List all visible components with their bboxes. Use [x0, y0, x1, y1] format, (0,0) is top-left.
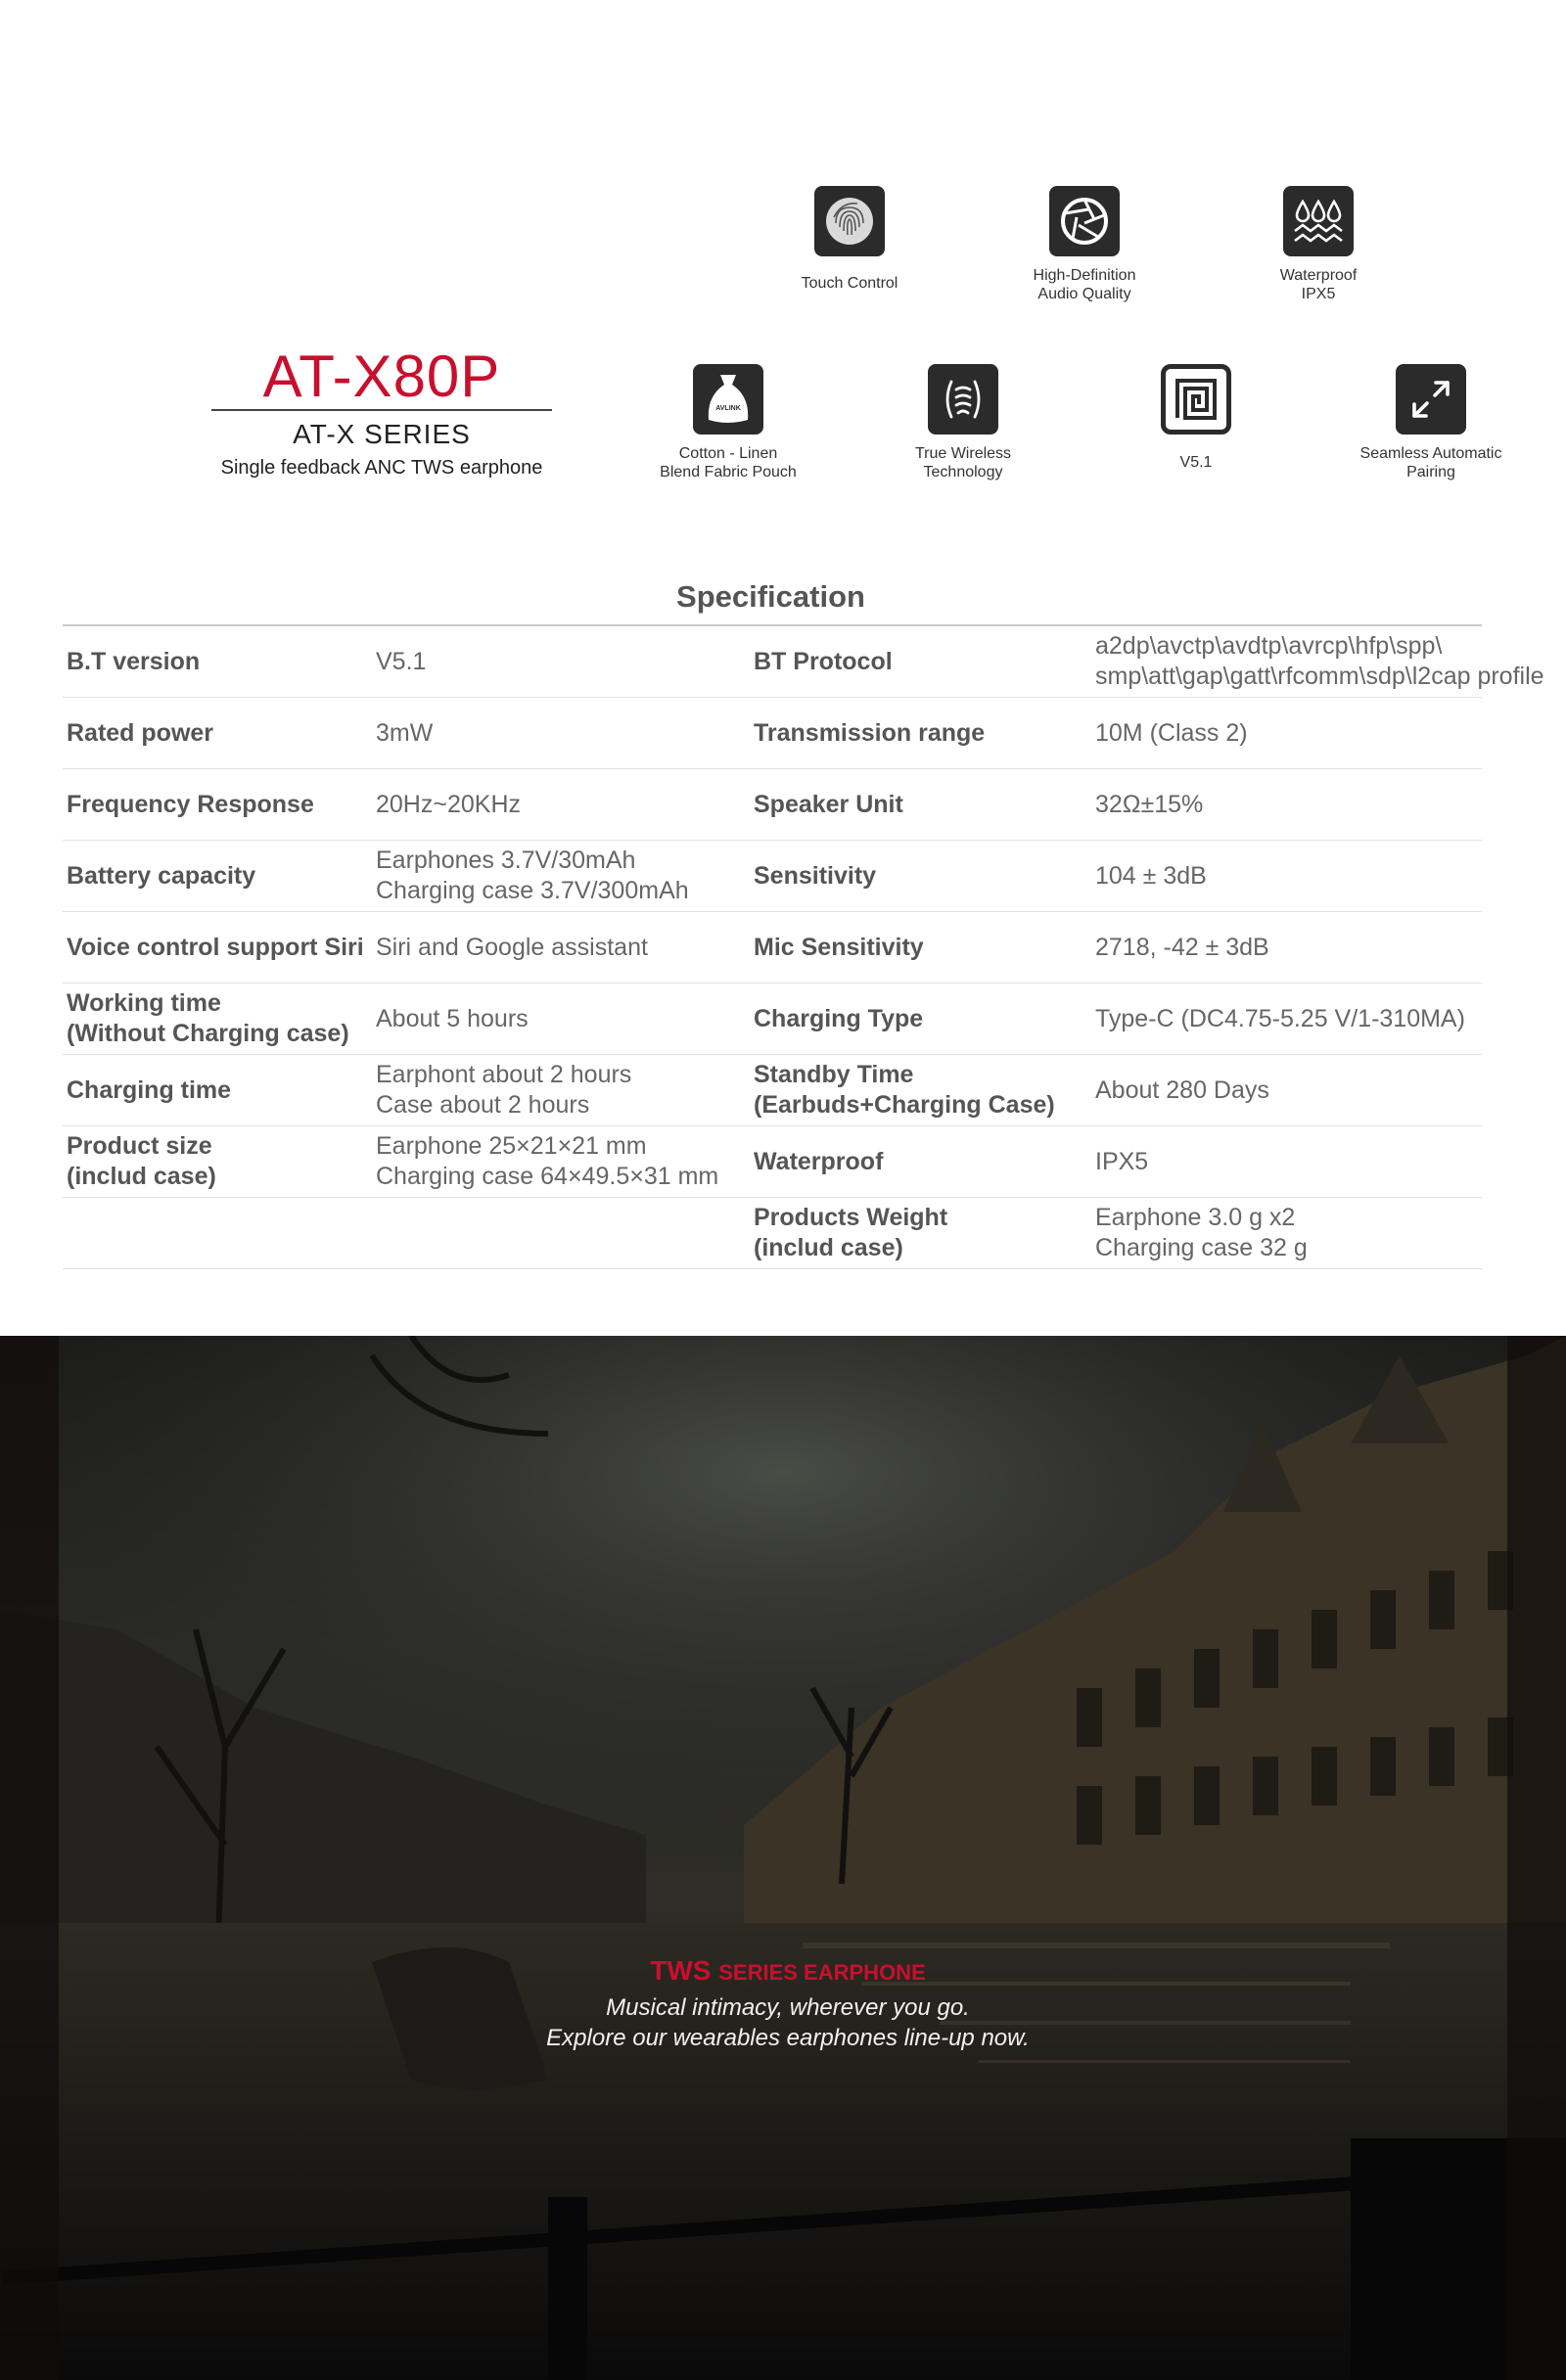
spec-row — [63, 769, 1482, 841]
spec-key: Working time (Without Charging case) — [67, 989, 349, 1047]
spec-value: 104 ± 3dB — [1095, 861, 1207, 890]
spec-key: Products Weight (includ case) — [754, 1204, 948, 1261]
spec-value: V5.1 — [376, 647, 427, 675]
spec-value: a2dp\avctp\avdtp\avrcp\hfp\spp\ smp\att\gap\gatt\rfcomm\sdp\l2cap profile — [1095, 632, 1544, 690]
spec-key — [67, 1198, 370, 1268]
banner-line-1: Musical intimacy, wherever you go. — [606, 1994, 970, 2021]
feature-label: V5.1 — [1179, 454, 1213, 471]
spec-key: Charging Type — [754, 1004, 924, 1032]
feature-waterproof — [1221, 186, 1416, 303]
spec-row — [63, 1055, 1482, 1126]
model-divider — [211, 409, 552, 411]
feature-version — [1098, 364, 1294, 472]
fingerprint-icon — [814, 186, 885, 256]
feature-hd-audio — [987, 186, 1182, 303]
spec-value: Earphont about 2 hours Case about 2 hours — [376, 1061, 632, 1119]
spec-key: BT Protocol — [754, 647, 893, 675]
aperture-icon — [1049, 186, 1120, 256]
spec-row — [63, 698, 1482, 769]
spec-key: B.T version — [67, 647, 201, 675]
spec-value: Earphone 3.0 g x2 Charging case 32 g — [1095, 1204, 1308, 1261]
spec-title: Specification — [676, 579, 865, 614]
product-series: AT-X SERIES — [293, 419, 471, 449]
product-model: AT-X80P — [262, 343, 501, 409]
hero-banner — [0, 1336, 1566, 2380]
banner-line-2: Explore our wearables earphones line-up now. — [546, 2025, 1030, 2051]
feature-label: Seamless Automatic Pairing — [1359, 445, 1502, 481]
feature-touch-control — [752, 186, 947, 293]
canal-scene-image — [0, 1336, 1566, 2380]
feature-label: High-Definition Audio Quality — [1033, 267, 1136, 302]
pouch-icon — [693, 364, 763, 435]
spec-key: Battery capacity — [67, 861, 256, 890]
spec-value: 10M (Class 2) — [1095, 718, 1248, 747]
bluetooth-chip-icon — [1161, 364, 1231, 435]
spec-value: 2718, -42 ± 3dB — [1095, 933, 1269, 961]
spec-row — [63, 1198, 1482, 1269]
spec-key: Sensitivity — [754, 861, 877, 890]
spec-key: Transmission range — [754, 718, 986, 747]
spec-table — [63, 626, 1544, 1269]
water-drops-icon — [1283, 186, 1354, 256]
spec-row — [63, 841, 1482, 912]
spec-value: Earphone 25×21×21 mm Charging case 64×49.5×31 mm — [376, 1132, 719, 1190]
spec-value: 32Ω±15% — [1095, 790, 1204, 818]
feature-true-wireless — [865, 364, 1061, 481]
feature-pouch — [630, 364, 826, 481]
feature-label: Cotton - Linen Blend Fabric Pouch — [660, 445, 797, 481]
spec-key: Charging time — [67, 1076, 232, 1104]
spec-key: Rated power — [67, 718, 214, 747]
spec-key: Frequency Response — [67, 790, 314, 818]
wireless-icon — [928, 364, 998, 435]
spec-key: Standby Time (Earbuds+Charging Case) — [754, 1061, 1055, 1119]
banner-text — [0, 1951, 1566, 2053]
spec-value: Type-C (DC4.75-5.25 V/1-310MA) — [1095, 1004, 1465, 1032]
spec-value: Siri and Google assistant — [376, 933, 648, 961]
spec-key: Speaker Unit — [754, 790, 903, 818]
pouch-badge-text: AVLINK — [715, 405, 741, 412]
spec-value: Earphones 3.7V/30mAh Charging case 3.7V/300mAh — [376, 847, 689, 904]
spec-value — [376, 1198, 787, 1268]
spec-key: Voice control support Siri — [67, 933, 364, 961]
spec-key: Mic Sensitivity — [754, 933, 924, 961]
banner-title-rest: SERIES EARPHONE — [718, 1960, 926, 1985]
spec-value: 3mW — [376, 718, 434, 747]
expand-arrows-icon — [1396, 364, 1466, 435]
spec-value: 20Hz~20KHz — [376, 790, 521, 818]
spec-row — [63, 984, 1482, 1055]
banner-title-main: TWS — [650, 1955, 712, 1986]
feature-label: Touch Control — [801, 275, 898, 292]
spec-value: About 5 hours — [376, 1004, 529, 1032]
spec-value: IPX5 — [1095, 1147, 1149, 1175]
product-tagline: Single feedback ANC TWS earphone — [220, 457, 543, 479]
spec-key: Waterproof — [754, 1147, 884, 1175]
spec-key: Product size (includ case) — [67, 1132, 216, 1190]
feature-label: Waterproof IPX5 — [1279, 267, 1358, 302]
banner-title — [0, 1951, 1566, 1992]
spec-row — [63, 626, 1544, 698]
spec-row — [63, 912, 1482, 984]
spec-row — [63, 1126, 1482, 1198]
spec-value: About 280 Days — [1095, 1076, 1269, 1104]
feature-auto-pairing — [1333, 364, 1529, 481]
feature-label: True Wireless Technology — [914, 445, 1012, 481]
